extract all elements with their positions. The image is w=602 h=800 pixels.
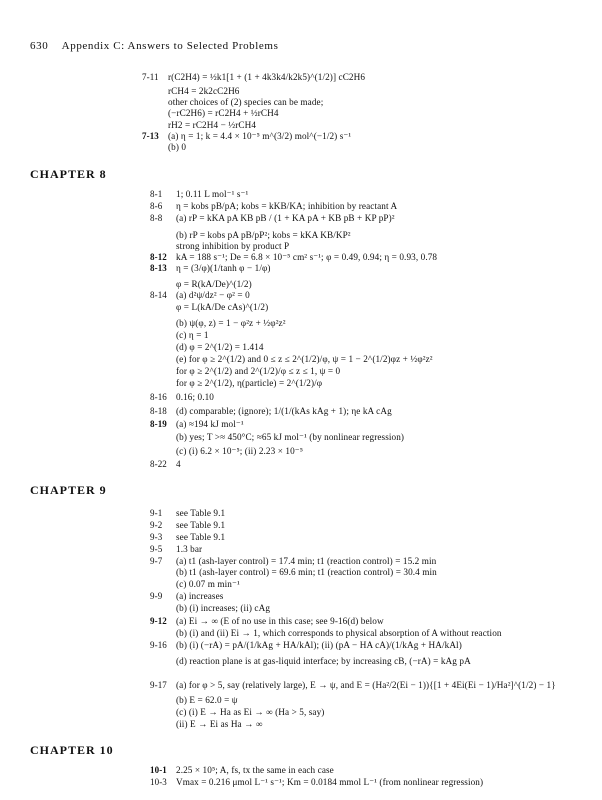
answer-line xyxy=(150,318,286,329)
answer-line xyxy=(150,279,252,290)
answer-line xyxy=(150,230,351,241)
answer-text: φ = L(kA/De cAs)^(1/2) xyxy=(176,302,269,312)
answer-text: r(C2H4) = ½k1[1 + (1 + 4k3k4/k2k5)^(1/2)] cC2H6 xyxy=(168,72,366,82)
chapter-heading: CHAPTER 10 xyxy=(30,743,114,757)
answer-line xyxy=(150,330,209,341)
answer-text: rH2 = rC2H4 − ½rCH4 xyxy=(168,120,257,130)
answer-line xyxy=(150,354,433,365)
answer-text: (c) η = 1 xyxy=(176,330,209,340)
answer-line xyxy=(150,532,225,543)
answer-text: (d) φ = 2^(1/2) = 1.414 xyxy=(176,342,264,352)
answer-text: (c) (i) E → Ha as Ei → ∞ (Ha > 5, say) xyxy=(176,707,325,717)
answer-line xyxy=(150,201,397,212)
problem-number: 9-12 xyxy=(150,616,167,626)
problem-number: 9-17 xyxy=(150,680,167,690)
answer-line xyxy=(150,252,437,263)
answer-line xyxy=(150,392,214,403)
answer-text: (b) ψ(φ, z) = 1 − φ²z + ½φ²z² xyxy=(176,318,286,328)
answer-text: for φ ≥ 2^(1/2), η(particle) = 2^(1/2)/φ xyxy=(176,378,323,388)
answer-text: rCH4 = 2k2cC2H6 xyxy=(168,86,240,96)
problem-number: 10-3 xyxy=(150,777,167,787)
answer-text: other choices of (2) species can be made; xyxy=(168,97,324,107)
answer-line xyxy=(150,719,262,730)
answer-line xyxy=(150,241,289,252)
answer-line xyxy=(142,142,186,153)
answer-line xyxy=(150,290,250,301)
answer-line xyxy=(142,120,256,131)
answer-line xyxy=(150,695,238,706)
answer-line xyxy=(142,97,323,108)
answer-text: (a) ≈194 kJ mol⁻¹ xyxy=(176,419,244,429)
answer-line xyxy=(150,446,303,457)
answer-text: 1.3 bar xyxy=(176,544,203,554)
answer-text: (a) increases xyxy=(176,591,224,601)
problem-number: 8-14 xyxy=(150,290,167,300)
answer-text: (a) t1 (ash-layer control) = 17.4 min; t1 (reaction control) = 15.2 min xyxy=(176,556,437,566)
answer-line xyxy=(150,556,436,567)
answer-text: for φ ≥ 2^(1/2) and 2^(1/2)/φ ≤ z ≤ 1, ψ = 0 xyxy=(176,366,341,376)
problem-number: 8-1 xyxy=(150,189,163,199)
answer-line xyxy=(150,432,404,443)
answer-line xyxy=(142,86,240,97)
problem-number: 9-5 xyxy=(150,544,163,554)
answer-text: (c) 0.07 m min⁻¹ xyxy=(176,579,240,589)
answer-line xyxy=(150,302,268,313)
answer-text: Vmax = 0.216 μmol L⁻¹ s⁻¹; Km = 0.0184 mmol L⁻¹ (from nonlinear regression) xyxy=(176,777,484,787)
answer-line xyxy=(150,189,248,200)
answer-line xyxy=(142,131,351,142)
problem-number: 9-9 xyxy=(150,591,163,601)
answer-text: (c) (i) 6.2 × 10⁻⁵; (ii) 2.23 × 10⁻⁵ xyxy=(176,446,304,456)
answer-line xyxy=(150,366,340,377)
answer-line xyxy=(150,459,181,470)
problem-number: 8-22 xyxy=(150,459,167,469)
problem-number: 9-2 xyxy=(150,520,163,530)
answer-line xyxy=(150,765,334,776)
answer-text: 1; 0.11 L mol⁻¹ s⁻¹ xyxy=(176,189,249,199)
problem-number: 7-13 xyxy=(142,131,159,141)
problem-number: 8-13 xyxy=(150,263,167,273)
answer-text: (b) t1 (ash-layer control) = 69.6 min; t1 (reaction control) = 30.4 min xyxy=(176,567,437,577)
answer-text: 2.25 × 10⁵; A, fs, tx the same in each case xyxy=(176,765,334,775)
problem-number: 8-6 xyxy=(150,201,163,211)
problem-number: 8-8 xyxy=(150,213,163,223)
answer-text: (a) rP = kKA pA KB pB / (1 + KA pA + KB pB + KP pP)² xyxy=(176,213,395,223)
answer-line xyxy=(150,419,244,430)
answer-text: (e) for φ ≥ 2^(1/2) and 0 ≤ z ≤ 2^(1/2)/φ, ψ = 1 − 2^(1/2)φz + ½φ²z² xyxy=(176,354,433,364)
problem-number: 10-1 xyxy=(150,765,167,775)
answer-text: (ii) E → Ei as Ha → ∞ xyxy=(176,719,263,729)
problem-number: 9-7 xyxy=(150,556,163,566)
answer-text: (b) yes; T >≈ 450°C; ≈65 kJ mol⁻¹ (by nonlinear regression) xyxy=(176,432,405,442)
answer-text: (a) for φ > 5, say (relatively large), E → ψ, and E = (Ha²/2(Ei − 1)){[1 + 4Ei(Ei − 1)/Ha²]^(1/2) − 1} xyxy=(176,680,556,690)
answer-line xyxy=(150,508,225,519)
answer-text: (b) (i) (−rA) = pA/(1/kAg + HA/kAl); (ii) (pA − HA cA)/(1/kAg + HA/kAl) xyxy=(176,640,462,650)
answer-line xyxy=(150,640,462,651)
answer-text: (d) comparable; (ignore); 1/(1/(kAs kAg + 1); ηe kA cAg xyxy=(176,406,392,416)
answer-text: kA = 188 s⁻¹; De = 6.8 × 10⁻⁵ cm² s⁻¹; φ = 0.49, 0.94; η = 0.93, 0.78 xyxy=(176,252,438,262)
running-header xyxy=(30,40,278,52)
chapter-heading: CHAPTER 8 xyxy=(30,167,107,181)
answer-line xyxy=(150,378,322,389)
answer-text: strong inhibition by product P xyxy=(176,241,290,251)
answer-line xyxy=(150,616,384,627)
answer-line xyxy=(150,567,437,578)
answer-line xyxy=(150,520,225,531)
answer-text: (d) reaction plane is at gas-liquid interface; by increasing cB, (−rA) = kAg pA xyxy=(176,656,471,666)
answer-text: 0.16; 0.10 xyxy=(176,392,215,402)
answer-line xyxy=(150,342,264,353)
problem-number: 9-16 xyxy=(150,640,167,650)
answer-text: (a) Ei → ∞ (E of no use in this case; see 9-16(d) below xyxy=(176,616,384,626)
answer-line xyxy=(150,591,223,602)
problem-number: 9-3 xyxy=(150,532,163,542)
answer-text: φ = R(kA/De)^(1/2) xyxy=(176,279,252,289)
page-number: 630 xyxy=(30,40,49,52)
answer-text: (a) η = 1; k = 4.4 × 10⁻⁵ m^(3/2) mol^(−1/2) s⁻¹ xyxy=(168,131,352,141)
answer-text: (b) rP = kobs pA pB/pP²; kobs = kKA KB/KP² xyxy=(176,230,351,240)
answer-text: see Table 9.1 xyxy=(176,520,226,530)
answer-line xyxy=(142,72,365,83)
problem-number: 8-19 xyxy=(150,419,167,429)
answer-line xyxy=(150,777,483,788)
answer-line xyxy=(150,544,202,555)
answer-text: see Table 9.1 xyxy=(176,532,226,542)
answer-line xyxy=(142,108,279,119)
problem-number: 8-16 xyxy=(150,392,167,402)
answer-text: η = kobs pB/pA; kobs = kKB/KA; inhibition by reactant A xyxy=(176,201,398,211)
answer-line xyxy=(150,263,271,274)
problem-number: 8-12 xyxy=(150,252,167,262)
problem-number: 8-18 xyxy=(150,406,167,416)
answer-line xyxy=(150,656,471,667)
answer-line xyxy=(150,579,240,590)
answer-text: (−rC2H6) = rC2H4 + ½rCH4 xyxy=(168,108,279,118)
problem-number: 9-1 xyxy=(150,508,163,518)
running-title: Appendix C: Answers to Selected Problems xyxy=(61,40,279,52)
answer-line xyxy=(150,707,324,718)
answer-text: (b) E = 62.0 = ψ xyxy=(176,695,238,705)
problem-number: 7-11 xyxy=(142,72,159,82)
answer-text: 4 xyxy=(176,459,181,469)
answer-line xyxy=(150,680,556,691)
answer-text: (b) (i) and (ii) Ei → 1, which corresponds to physical absorption of A without reaction xyxy=(176,628,502,638)
answer-line xyxy=(150,628,502,639)
answer-text: (a) d²ψ/dz² − φ² = 0 xyxy=(176,290,250,300)
answer-text: (b) 0 xyxy=(168,142,187,152)
answer-text: η = (3/φ)(1/tanh φ − 1/φ) xyxy=(176,263,271,273)
answer-line xyxy=(150,213,395,224)
chapter-heading: CHAPTER 9 xyxy=(30,483,107,497)
answer-text: (b) (i) increases; (ii) cAg xyxy=(176,603,271,613)
answer-line xyxy=(150,406,392,417)
answer-line xyxy=(150,603,270,614)
answer-text: see Table 9.1 xyxy=(176,508,226,518)
